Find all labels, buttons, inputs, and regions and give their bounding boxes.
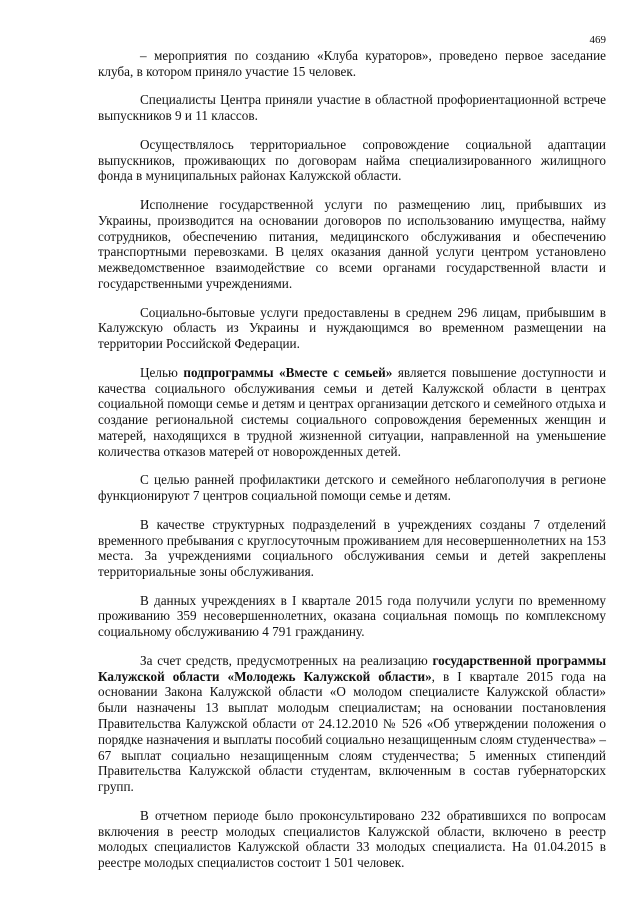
paragraph-youth-program <box>98 653 606 795</box>
paragraph-family-subprogram <box>98 365 606 460</box>
document-body <box>98 48 606 871</box>
paragraph-career-guidance: Специалисты Центра приняли участие в областной профориентационной встрече выпускников 9 и 11 классов. <box>98 92 606 124</box>
paragraph-social-adaptation: Осуществлялось территориальное сопровождение социальной адаптации выпускников, проживающих по договорам найма специализированного жилищного фонда в муниципальных районах Калужской области. <box>98 136 606 184</box>
paragraph-young-specialists-register: В отчетном периоде было проконсультировано 232 обратившихся по вопросам включения в реестр молодых специалистов Калужской области, включено в реестр молодых специалистов Калужской области 33 молодых специалиста. На 01.04.2015 в реестре молодых специалистов состоит 1 501 человек. <box>98 807 606 871</box>
family-subprogram-text: является повышение доступности и качества социального обслуживания семьи и детей Калужской области в центрах социальной помощи семье и детям и центрах организации детского и семейного отдыха и создание региональной системы социального сопровождения беременных женщин и матерей, находящихся в трудной жизненной ситуации, направленной на уменьшение количества отказов матерей от новорожденных детей. <box>98 364 607 459</box>
paragraph-temporary-stay-units: В качестве структурных подразделений в учреждениях созданы 7 отделений временного пребывания с круглосуточным проживанием для несовершеннолетних на 153 места. За учреждениями социального обслуживания семьи и детей закреплены территориальные зоны обслуживания. <box>98 516 606 580</box>
paragraph-social-services: Социально-бытовые услуги предоставлены в среднем 296 лицам, прибывшим в Калужскую область из Украины и нуждающимся во временном размещении на территории Российской Федерации. <box>98 304 606 352</box>
paragraph-q1-services: В данных учреждениях в I квартале 2015 года получили услуги по временному проживанию 359 несовершеннолетних, оказана социальная помощь по комплексному социальному обслуживанию 4 791 гражданину. <box>98 592 606 640</box>
family-subprogram-lead: Целью <box>140 364 184 380</box>
paragraph-curators-club: – мероприятия по созданию «Клуба кураторов», проведено первое заседание клуба, в котором приняло участие 15 человек. <box>98 48 606 79</box>
family-subprogram-title: подпрограммы «Вместе с семьей» <box>183 364 393 380</box>
page-number: 469 <box>589 34 606 46</box>
youth-program-lead: За счет средств, предусмотренных на реализацию <box>140 652 433 668</box>
paragraph-family-centers: С целью ранней профилактики детского и семейного неблагополучия в регионе функционируют 7 центров социальной помощи семье и детям. <box>98 472 606 504</box>
youth-program-text: , в I квартале 2015 года на основании Закона Калужской области «О молодом специалисте Калужской области» были назначены 13 выплат молодым специалистам; на основании постановления Правительства Калужской области от 24.12.2010 № 526 «Об утверждении положения о порядке назначения и выплаты пособий социально незащищенным слоям студенчества» – 67 выплат социально незащищенным слоям студенчества; 5 именных стипендий Правительства Калужской области студентам, включенным в состав губернаторских групп. <box>98 668 606 795</box>
paragraph-ukraine-placement: Исполнение государственной услуги по размещению лиц, прибывших из Украины, производится на основании договоров по использованию имущества, найму сотрудников, обеспечению питания, медицинского обслуживания и обеспечению транспортными перевозками. В целях оказания данной услуги центром установлено межведомственное взаимодействие со всеми органами государственной власти и государственными учреждениями. <box>98 196 606 291</box>
youth-program-title: государственной программы Калужской области «Молодежь Калужской области» <box>98 652 606 684</box>
